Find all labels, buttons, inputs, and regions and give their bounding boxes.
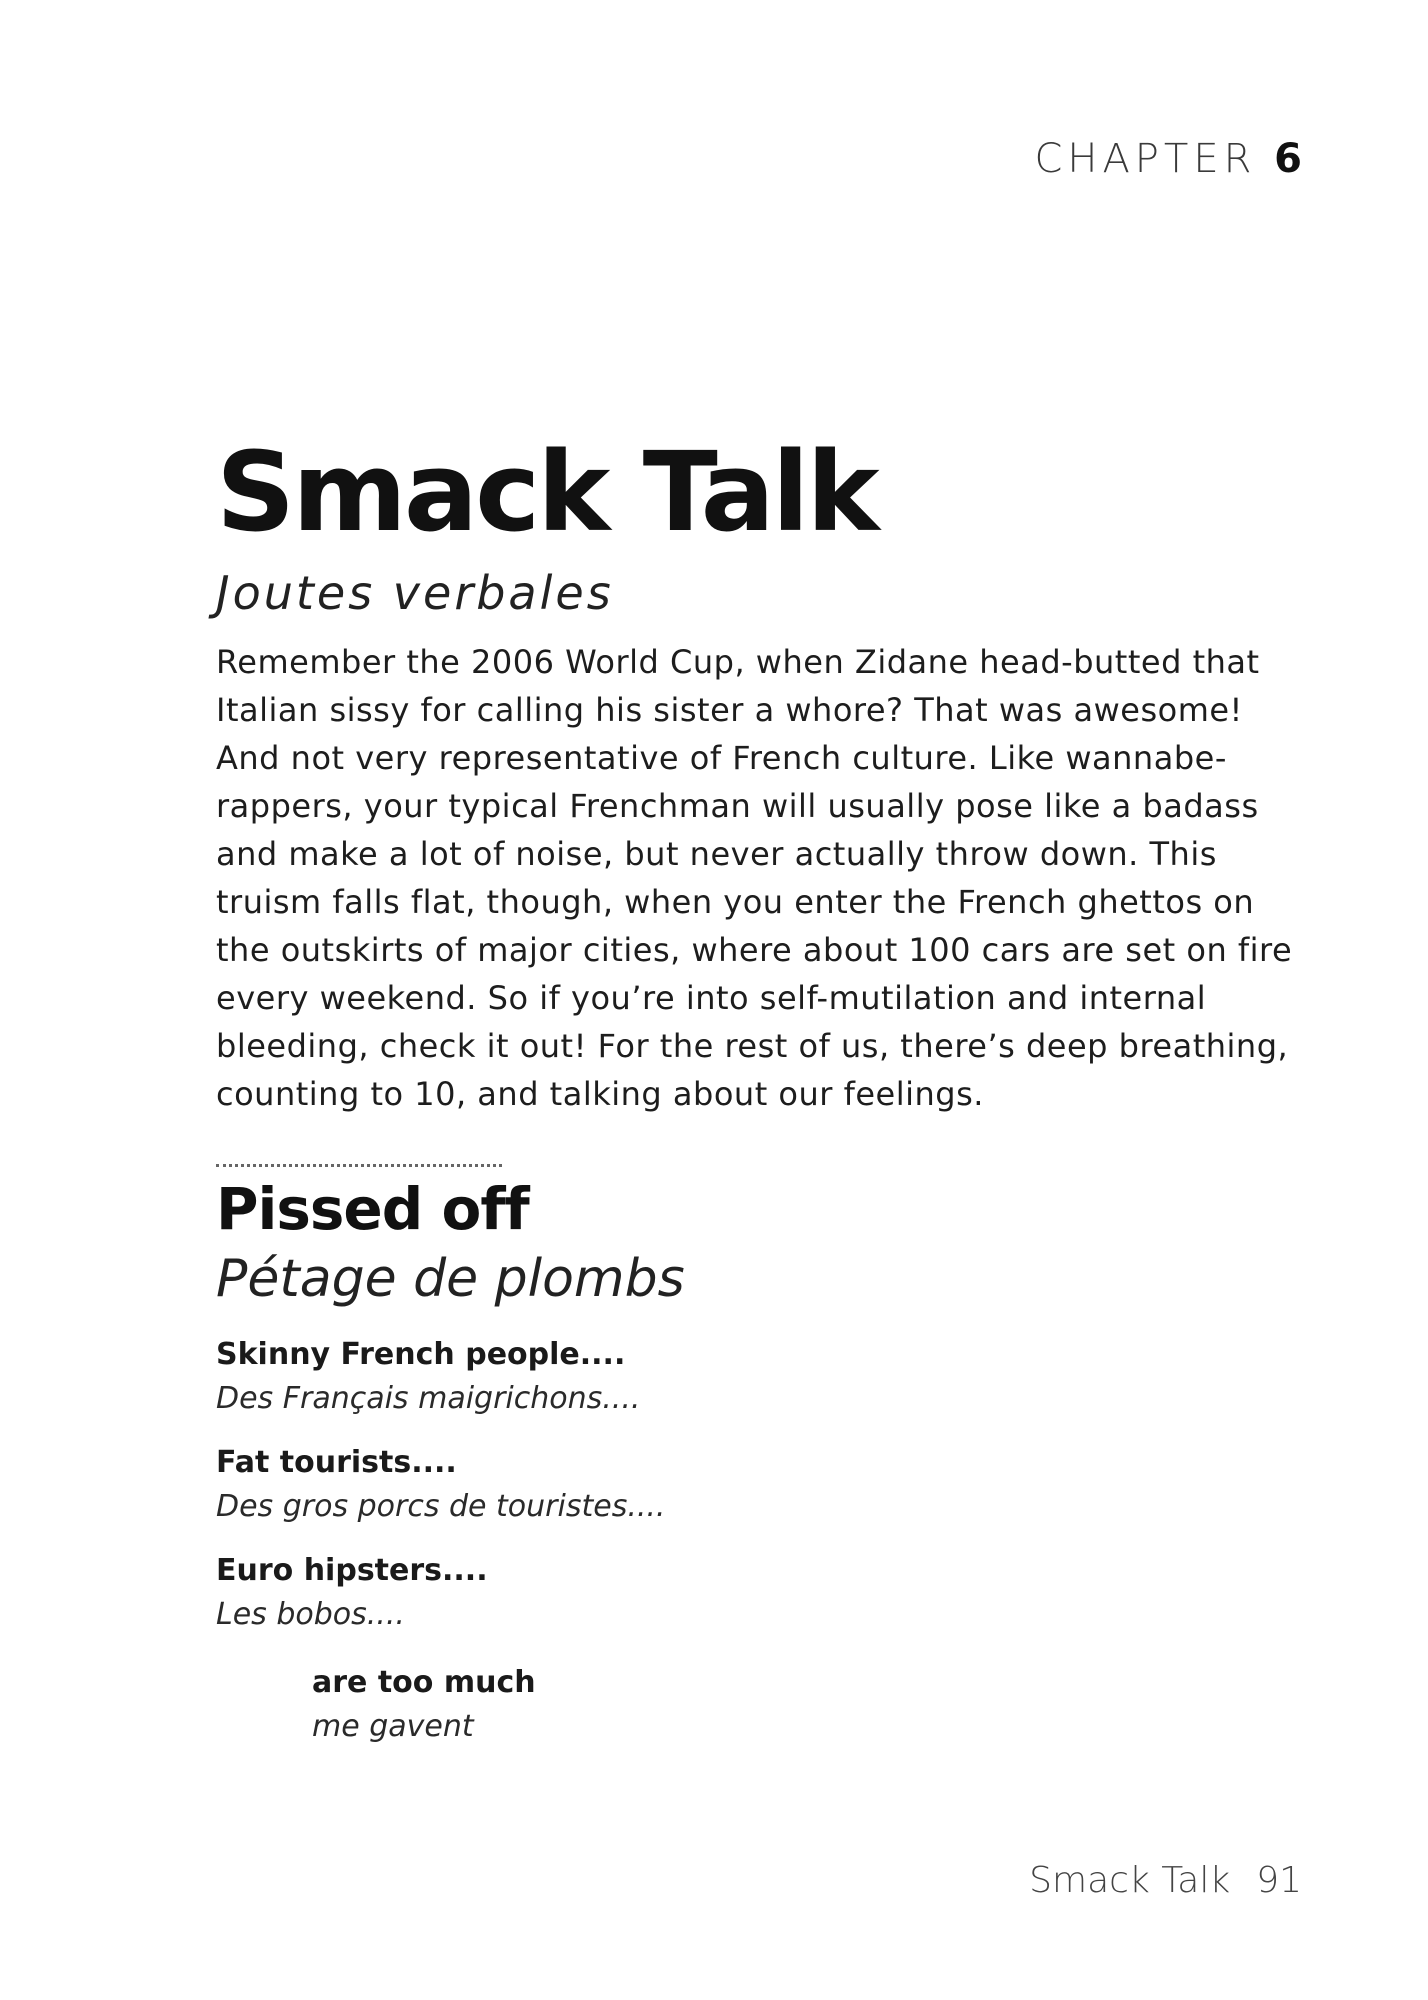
section-subtitle: Pétage de plombs [216, 1249, 685, 1309]
phrase-english: Fat tourists.... [216, 1445, 457, 1480]
chapter-title: Smack Talk [216, 428, 877, 556]
chapter-label: CHAPTER [1034, 136, 1257, 182]
section-divider [216, 1164, 502, 1167]
intro-paragraph: Remember the 2006 World Cup, when Zidane head-butted that Italian sissy for calling his sister a whore? That was awesome! And not very representative of French culture. Like wannabe-rappers, your typical Frenchman will usually pose like a badass and make a lot of noise, but never actually throw down. This truism falls flat, though, when you enter the French ghettos on the outskirts of major cities, where about 100 cars are set on fire every weekend. So if you’re into self-mutilation and internal bleeding, check it out! For the rest of us, there’s deep breathing, counting to 10, and talking about our feelings. [216, 643, 1293, 1113]
phrase-item [216, 1441, 1302, 1529]
continuation-french: me gavent [312, 1709, 474, 1744]
phrase-french: Les bobos.... [216, 1597, 405, 1632]
chapter-header [1034, 136, 1302, 182]
phrase-item [216, 1333, 1302, 1421]
continuation-english: are too much [312, 1665, 536, 1700]
page-number: 91 [1256, 1860, 1302, 1901]
phrase-french: Des gros porcs de touristes.... [216, 1489, 666, 1524]
page-footer [1029, 1860, 1302, 1901]
phrase-list [216, 1333, 1302, 1749]
phrase-continuation [312, 1661, 1302, 1749]
phrase-english: Skinny French people.... [216, 1337, 626, 1372]
chapter-content [216, 430, 1302, 1769]
phrase-item [216, 1549, 1302, 1637]
chapter-subtitle: Joutes verbales [216, 566, 614, 620]
phrase-french: Des Français maigrichons.... [216, 1381, 641, 1416]
chapter-number: 6 [1274, 136, 1302, 182]
section-title: Pissed off [216, 1175, 529, 1243]
running-title: Smack Talk [1029, 1860, 1231, 1901]
phrase-english: Euro hipsters.... [216, 1553, 488, 1588]
